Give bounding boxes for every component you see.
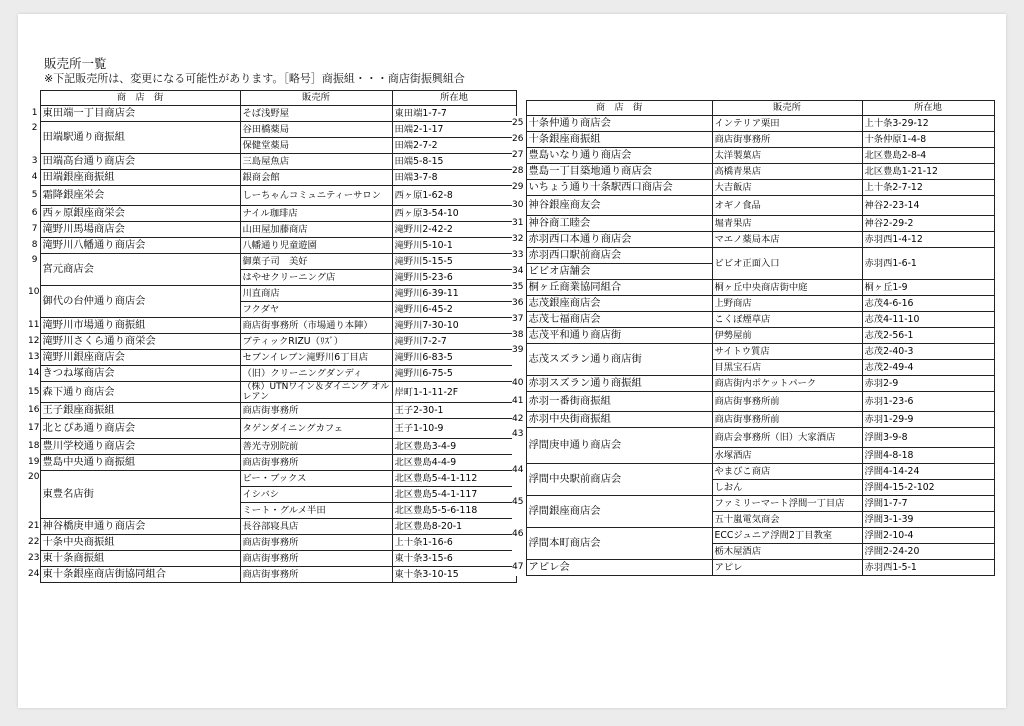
table-row xyxy=(512,392,994,412)
shop-address: 北区豊島1-21-12 xyxy=(862,164,994,180)
table-row xyxy=(28,154,516,170)
shop-address: 赤羽2-9 xyxy=(862,376,994,392)
street-name: 志茂平和通り商店街 xyxy=(526,328,712,344)
table-row xyxy=(512,528,994,544)
shop-name: こくぼ煙草店 xyxy=(712,312,862,328)
left-shop-table xyxy=(28,90,517,583)
shop-address: 西ヶ原1-62-8 xyxy=(392,186,516,206)
shop-name: 谷田橋薬局 xyxy=(240,122,392,138)
shop-name: 商店街事務所前 xyxy=(712,412,862,428)
street-name: 志茂銀座商店会 xyxy=(526,296,712,312)
address-column-header: 所在地 xyxy=(862,101,994,116)
shop-address: 滝野川7-2-7 xyxy=(392,334,516,350)
street-name: 王子銀座商振組 xyxy=(40,403,240,419)
shop-address: 滝野川6-83-5 xyxy=(392,350,516,366)
row-number: 43 xyxy=(512,428,526,464)
shop-address: 北区豊島8-20-1 xyxy=(392,519,516,535)
table-row xyxy=(28,382,516,403)
table-row xyxy=(28,238,516,254)
row-number: 33 xyxy=(512,248,526,264)
shop-address: 田端2-1-17 xyxy=(392,122,516,138)
table-row xyxy=(512,132,994,148)
table-header-row xyxy=(512,101,994,116)
table-row xyxy=(28,403,516,419)
street-name: 御代の台仲通り商店会 xyxy=(40,286,240,318)
street-name: 東田端一丁目商店会 xyxy=(40,106,240,122)
row-number: 28 xyxy=(512,164,526,180)
shop-name: そば浅野屋 xyxy=(240,106,392,122)
shop-name: 川直商店 xyxy=(240,286,392,302)
shop-address: 滝野川5-15-5 xyxy=(392,254,516,270)
document-note: ※下記販売所は、変更になる可能性があります。［略号］商振組・・・商店街振興組合 xyxy=(44,72,465,85)
table-row xyxy=(512,464,994,480)
table-row xyxy=(28,318,516,334)
table-row xyxy=(512,296,994,312)
street-name: 田端高台通り商店会 xyxy=(40,154,240,170)
shop-name: 商店街事務所 xyxy=(240,551,392,567)
row-number: 17 xyxy=(28,419,40,439)
shop-address: 浮間4-15-2-102 xyxy=(862,480,994,496)
table-header-row xyxy=(28,91,516,106)
shop-address: 赤羽西1-4-12 xyxy=(862,232,994,248)
shop-name: サイトウ質店 xyxy=(712,344,862,360)
shop-address: 赤羽西1-6-1 xyxy=(862,248,994,280)
row-number: 4 xyxy=(28,170,40,186)
row-number: 22 xyxy=(28,535,40,551)
shop-name: 商店街事務所 xyxy=(240,403,392,419)
table-row xyxy=(28,170,516,186)
shop-name: 八幡通り児童遊園 xyxy=(240,238,392,254)
shop-address: 神谷2-29-2 xyxy=(862,216,994,232)
row-number: 11 xyxy=(28,318,40,334)
shop-address: 滝野川6-45-2 xyxy=(392,302,516,318)
table-row xyxy=(512,376,994,392)
street-name: いちょう通り十条駅西口商店会 xyxy=(526,180,712,196)
shop-address: 志茂4-6-16 xyxy=(862,296,994,312)
street-name: 十条仲通り商店会 xyxy=(526,116,712,132)
shop-address: 王子2-30-1 xyxy=(392,403,516,419)
street-name: 赤羽スズラン通り商振組 xyxy=(526,376,712,392)
shop-name: 上野商店 xyxy=(712,296,862,312)
row-number: 47 xyxy=(512,560,526,576)
table-row xyxy=(512,328,994,344)
shop-address: 北区豊島5-4-1-117 xyxy=(392,487,516,503)
street-column-header: 商 店 街 xyxy=(526,101,712,116)
row-number: 35 xyxy=(512,280,526,296)
shop-name: ビビオ正面入口 xyxy=(712,248,862,280)
shop-address: 浮間4-14-24 xyxy=(862,464,994,480)
street-name: 志茂七福商店会 xyxy=(526,312,712,328)
table-row xyxy=(512,164,994,180)
row-number: 9 xyxy=(28,254,40,286)
row-number: 29 xyxy=(512,180,526,196)
shop-name: インテリア栗田 xyxy=(712,116,862,132)
table-row xyxy=(28,106,516,122)
street-name: 豊島いなり通り商店会 xyxy=(526,148,712,164)
table-row xyxy=(28,567,516,583)
row-number: 7 xyxy=(28,222,40,238)
row-number: 1 xyxy=(28,106,40,122)
shop-address: 東十条3-15-6 xyxy=(392,551,516,567)
shop-address: 岸町1-1-11-2F xyxy=(392,382,516,403)
street-name: 滝野川銀座商店会 xyxy=(40,350,240,366)
shop-address: 西ヶ原3-54-10 xyxy=(392,206,516,222)
table-row xyxy=(512,116,994,132)
shop-name: ミート・グルメ半田 xyxy=(240,503,392,519)
row-number: 45 xyxy=(512,496,526,528)
shop-address: 北区豊島5-4-1-112 xyxy=(392,471,516,487)
shop-address: 田端5-8-15 xyxy=(392,154,516,170)
street-name: きつね塚商店会 xyxy=(40,366,240,382)
shop-name: 伊勢屋前 xyxy=(712,328,862,344)
shop-name: 商店街事務所（市場通り本陣） xyxy=(240,318,392,334)
street-name: 赤羽一番街商振組 xyxy=(526,392,712,412)
shop-address: 浮間2-24-20 xyxy=(862,544,994,560)
table-row xyxy=(28,350,516,366)
table-row xyxy=(512,412,994,428)
shop-name: しおん xyxy=(712,480,862,496)
street-column-header: 商 店 街 xyxy=(40,91,240,106)
row-number: 12 xyxy=(28,334,40,350)
table-row xyxy=(28,439,516,455)
row-number: 37 xyxy=(512,312,526,328)
row-number: 21 xyxy=(28,519,40,535)
shop-name: ECCジュニア浮間2丁目教室 xyxy=(712,528,862,544)
street-name: 神谷商工睦会 xyxy=(526,216,712,232)
table-row xyxy=(512,312,994,328)
row-number: 16 xyxy=(28,403,40,419)
street-name: 浮間銀座商店会 xyxy=(526,496,712,528)
table-row xyxy=(512,196,994,216)
street-name: 滝野川さくら通り商栄会 xyxy=(40,334,240,350)
shop-address: 赤羽西1-5-1 xyxy=(862,560,994,576)
street-name: 宮元商店会 xyxy=(40,254,240,286)
row-number: 31 xyxy=(512,216,526,232)
street-name: 豊島一丁目築地通り商店会 xyxy=(526,164,712,180)
row-number: 8 xyxy=(28,238,40,254)
street-name: 豊島中央通り商振組 xyxy=(40,455,240,471)
shop-address: 志茂2-56-1 xyxy=(862,328,994,344)
street-name: 浮間本町商店会 xyxy=(526,528,712,560)
table-row xyxy=(28,551,516,567)
table-row xyxy=(28,206,516,222)
shop-name: マエノ薬局本店 xyxy=(712,232,862,248)
street-name: 森下通り商店会 xyxy=(40,382,240,403)
shop-address: 田端2-7-2 xyxy=(392,138,516,154)
shop-address: 志茂4-11-10 xyxy=(862,312,994,328)
shop-address: 滝野川2-42-2 xyxy=(392,222,516,238)
shop-address: 北区豊島4-4-9 xyxy=(392,455,516,471)
table-row xyxy=(512,216,994,232)
shop-address: 東十条3-10-15 xyxy=(392,567,516,583)
shop-name: 長谷部寝具店 xyxy=(240,519,392,535)
shop-name: （株）UTNワイン＆ダイニング オルレアン xyxy=(240,382,392,403)
row-number: 27 xyxy=(512,148,526,164)
street-name: 西ヶ原銀座商栄会 xyxy=(40,206,240,222)
shop-address: 赤羽1-23-6 xyxy=(862,392,994,412)
table-row xyxy=(512,496,994,512)
street-name: 志茂スズラン通り商店街 xyxy=(526,344,712,376)
shop-address: 上十条3-29-12 xyxy=(862,116,994,132)
street-name: 田端駅通り商振組 xyxy=(40,122,240,154)
row-number: 36 xyxy=(512,296,526,312)
row-number: 26 xyxy=(512,132,526,148)
street-name: 東十条銀座商店街協同組合 xyxy=(40,567,240,583)
street-name: 赤羽西口本通り商店会 xyxy=(526,232,712,248)
shop-address: 浮間1-7-7 xyxy=(862,496,994,512)
shop-address: 浮間3-9-8 xyxy=(862,428,994,448)
shop-name: ファミリーマート浮間一丁目店 xyxy=(712,496,862,512)
shop-name: 商店会事務所（旧）大家酒店 xyxy=(712,428,862,448)
shop-address: 志茂2-49-4 xyxy=(862,360,994,376)
shop-name: ブティックRIZU（ﾘｽﾞ） xyxy=(240,334,392,350)
shop-address: 田端3-7-8 xyxy=(392,170,516,186)
street-name: アピレ会 xyxy=(526,560,712,576)
document-title: 販売所一覧 xyxy=(44,56,107,71)
shop-name: ナイル珈琲店 xyxy=(240,206,392,222)
street-name: ビビオ店舗会 xyxy=(526,264,712,280)
row-number: 18 xyxy=(28,439,40,455)
shop-name: 目黒宝石店 xyxy=(712,360,862,376)
row-number: 10 xyxy=(28,286,40,318)
table-row xyxy=(28,334,516,350)
shop-name: セブンイレブン滝野川6丁目店 xyxy=(240,350,392,366)
row-number: 38 xyxy=(512,328,526,344)
street-name: 十条銀座商振組 xyxy=(526,132,712,148)
shop-name: 五十嵐電気商会 xyxy=(712,512,862,528)
shop-address: 王子1-10-9 xyxy=(392,419,516,439)
street-name: 桐ヶ丘商業協同組合 xyxy=(526,280,712,296)
row-number: 19 xyxy=(28,455,40,471)
row-number: 2 xyxy=(28,122,40,154)
table-row xyxy=(512,180,994,196)
shop-address: 滝野川6-39-11 xyxy=(392,286,516,302)
row-number: 41 xyxy=(512,392,526,412)
shop-address: 上十条2-7-12 xyxy=(862,180,994,196)
address-column-header: 所在地 xyxy=(392,91,516,106)
shop-name: 商店街事務所 xyxy=(240,535,392,551)
table-row xyxy=(28,535,516,551)
shop-name: ビー・ブックス xyxy=(240,471,392,487)
street-name: 霜降銀座栄会 xyxy=(40,186,240,206)
street-name: 十条中央商振組 xyxy=(40,535,240,551)
shop-address: 赤羽1-29-9 xyxy=(862,412,994,428)
table-row xyxy=(28,366,516,382)
table-row xyxy=(512,280,994,296)
table-row xyxy=(512,428,994,448)
street-name: 赤羽中央街商振組 xyxy=(526,412,712,428)
street-name: 浮間中央駅前商店会 xyxy=(526,464,712,496)
row-number: 44 xyxy=(512,464,526,496)
table-row xyxy=(28,222,516,238)
shop-name: 栃木屋酒店 xyxy=(712,544,862,560)
shop-address: 志茂2-40-3 xyxy=(862,344,994,360)
shop-address: 滝野川7-30-10 xyxy=(392,318,516,334)
shop-name: 保健堂薬局 xyxy=(240,138,392,154)
table-row xyxy=(28,455,516,471)
street-name: 東十条商振組 xyxy=(40,551,240,567)
shop-address: 滝野川6-75-5 xyxy=(392,366,516,382)
street-name: 豊川学校通り商店会 xyxy=(40,439,240,455)
table-row xyxy=(512,248,994,264)
shop-column-header: 販売所 xyxy=(712,101,862,116)
row-number: 42 xyxy=(512,412,526,428)
row-number: 14 xyxy=(28,366,40,382)
row-number: 23 xyxy=(28,551,40,567)
shop-name: タゲンダイニングカフェ xyxy=(240,419,392,439)
street-name: 浮間庚申通り商店会 xyxy=(526,428,712,464)
shop-name: 三島屋魚店 xyxy=(240,154,392,170)
shop-name: 商店街事務所前 xyxy=(712,392,862,412)
shop-address: 神谷2-23-14 xyxy=(862,196,994,216)
table-row xyxy=(512,344,994,360)
shop-name: 商店街事務所 xyxy=(240,567,392,583)
shop-address: 上十条1-16-6 xyxy=(392,535,516,551)
row-number: 32 xyxy=(512,232,526,248)
shop-address: 浮間2-10-4 xyxy=(862,528,994,544)
shop-name: 水塚酒店 xyxy=(712,448,862,464)
shop-name: 善光寺別院前 xyxy=(240,439,392,455)
shop-name: 商店街内ポケットパーク xyxy=(712,376,862,392)
table-row xyxy=(28,419,516,439)
shop-address: 北区豊島2-8-4 xyxy=(862,148,994,164)
row-number: 13 xyxy=(28,350,40,366)
shop-column-header: 販売所 xyxy=(240,91,392,106)
shop-name: イシバシ xyxy=(240,487,392,503)
table-row xyxy=(28,186,516,206)
row-number: 3 xyxy=(28,154,40,170)
shop-name: 大吉飯店 xyxy=(712,180,862,196)
table-row xyxy=(28,286,516,302)
street-name: 滝野川馬場商店会 xyxy=(40,222,240,238)
table-row xyxy=(28,471,516,487)
row-number: 39 xyxy=(512,344,526,376)
shop-address: 浮間3-1-39 xyxy=(862,512,994,528)
shop-address: 北区豊島3-4-9 xyxy=(392,439,516,455)
row-number: 6 xyxy=(28,206,40,222)
table-row xyxy=(28,122,516,138)
shop-address: 滝野川5-23-6 xyxy=(392,270,516,286)
row-number: 15 xyxy=(28,382,40,403)
street-name: 北とぴあ通り商店会 xyxy=(40,419,240,439)
right-shop-table xyxy=(512,100,995,576)
table-row xyxy=(512,148,994,164)
street-name: 赤羽西口駅前商店会 xyxy=(526,248,712,264)
row-number: 24 xyxy=(28,567,40,583)
shop-name: 桐ヶ丘中央商店街中庭 xyxy=(712,280,862,296)
street-name: 東豊名店街 xyxy=(40,471,240,519)
shop-name: フクダヤ xyxy=(240,302,392,318)
row-number: 34 xyxy=(512,264,526,280)
shop-name: （旧）クリーニングダンディ xyxy=(240,366,392,382)
shop-name: しーちゃんコミュニティーサロン xyxy=(240,186,392,206)
table-row xyxy=(28,254,516,270)
shop-name: 銀商会館 xyxy=(240,170,392,186)
shop-address: 十条仲原1-4-8 xyxy=(862,132,994,148)
row-number: 20 xyxy=(28,471,40,519)
shop-address: 滝野川5-10-1 xyxy=(392,238,516,254)
row-number: 46 xyxy=(512,528,526,560)
shop-address: 桐ヶ丘1-9 xyxy=(862,280,994,296)
row-number: 30 xyxy=(512,196,526,216)
table-row xyxy=(512,560,994,576)
shop-name: 御菓子司 美好 xyxy=(240,254,392,270)
table-row xyxy=(512,232,994,248)
shop-name: アピレ xyxy=(712,560,862,576)
row-number: 25 xyxy=(512,116,526,132)
shop-name: はやせクリーニング店 xyxy=(240,270,392,286)
shop-address: 北区豊島5-5-6-118 xyxy=(392,503,516,519)
street-name: 神谷橋庚申通り商店会 xyxy=(40,519,240,535)
shop-name: 高橋青果店 xyxy=(712,164,862,180)
street-name: 滝野川八幡通り商店会 xyxy=(40,238,240,254)
shop-name: 山田屋加藤商店 xyxy=(240,222,392,238)
shop-address: 浮間4-8-18 xyxy=(862,448,994,464)
shop-name: 太洋製菓店 xyxy=(712,148,862,164)
shop-name: 商店街事務所 xyxy=(240,455,392,471)
shop-name: 堀青果店 xyxy=(712,216,862,232)
street-name: 滝野川市場通り商振組 xyxy=(40,318,240,334)
table-row xyxy=(28,519,516,535)
shop-name: やまびこ商店 xyxy=(712,464,862,480)
row-number: 5 xyxy=(28,186,40,206)
shop-address: 東田端1-7-7 xyxy=(392,106,516,122)
row-number: 40 xyxy=(512,376,526,392)
street-name: 神谷銀座商友会 xyxy=(526,196,712,216)
shop-name: オギノ食品 xyxy=(712,196,862,216)
shop-name: 商店街事務所 xyxy=(712,132,862,148)
street-name: 田端銀座商振組 xyxy=(40,170,240,186)
